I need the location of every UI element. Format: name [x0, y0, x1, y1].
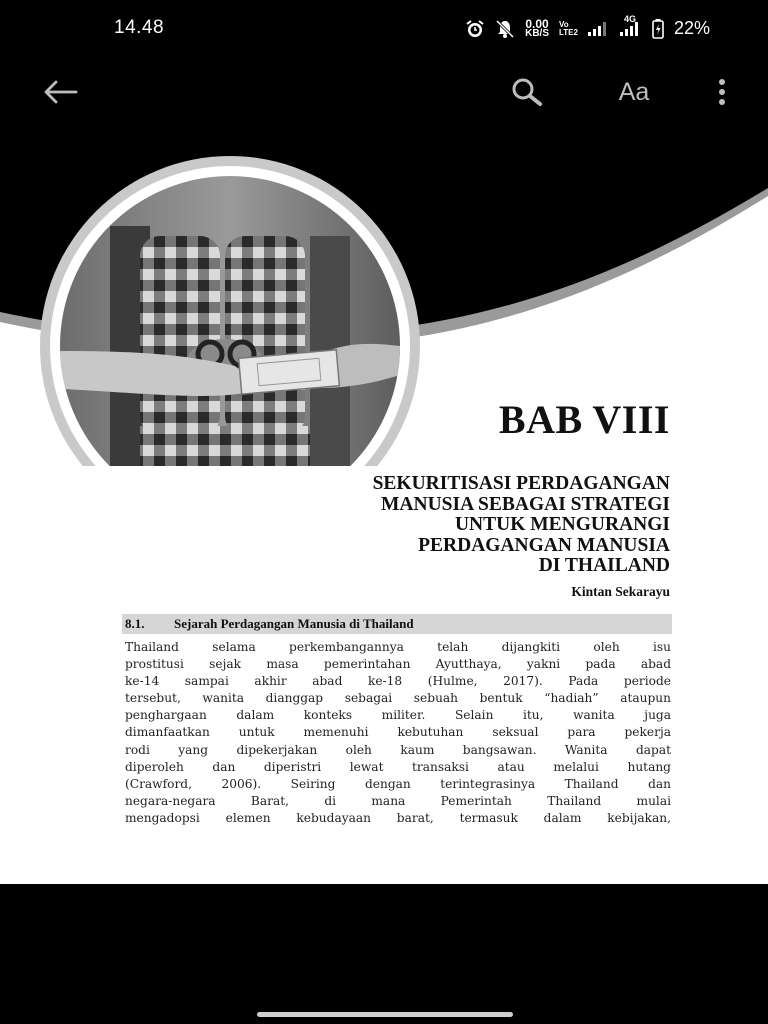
signal-icon-sim2 — [618, 13, 642, 36]
body-line: prostitusi sejak masa pemerintahan Ayutthaya, yakni pada abad — [125, 657, 671, 672]
battery-percentage: 22% — [673, 18, 710, 38]
volte-top: Vo — [559, 19, 569, 29]
more-options-button[interactable] — [708, 74, 736, 110]
section-number: 8.1. — [125, 616, 145, 631]
body-line: mengadopsi elemen kebudayaan barat, termasuk dalam kebijakan, — [125, 810, 671, 825]
body-line: Thailand selama perkembangannya telah dijangkiti oleh isu — [125, 640, 671, 654]
back-button[interactable] — [40, 74, 80, 110]
chapter-label: BAB VIII — [498, 397, 670, 442]
battery-icon — [652, 19, 664, 39]
chapter-title-line: MANUSIA SEBAGAI STRATEGI — [381, 493, 670, 515]
volte-indicator — [559, 21, 578, 37]
status-time: 14.48 — [114, 17, 165, 38]
network-speed-value: 0.00 — [525, 16, 549, 31]
section-heading — [122, 614, 672, 634]
chapter-title-line: SEKURITISASI PERDAGANGAN — [372, 473, 670, 494]
arrow-left-icon — [42, 80, 78, 104]
author-name: Kintan Sekarayu — [571, 584, 670, 599]
body-line: ke-14 sampai akhir abad ke-18 (Hulme, 2017). Pada periode — [125, 674, 671, 689]
gesture-navigation-bar[interactable] — [257, 1012, 513, 1017]
signal-icon-sim1 — [588, 22, 608, 36]
status-icons — [465, 13, 710, 39]
volte-bottom: LTE2 — [559, 27, 578, 37]
body-line: (Crawford, 2006). Seiring dengan terintegrasinya Thailand dan — [125, 776, 671, 791]
chapter-title-line: PERDAGANGAN MANUSIA — [418, 534, 670, 556]
reader-toolbar — [0, 58, 768, 126]
search-icon — [508, 77, 548, 107]
mute-bell-icon — [495, 19, 515, 39]
status-bar — [0, 0, 768, 58]
chapter-title — [190, 474, 670, 577]
alarm-icon — [465, 19, 485, 39]
network-speed-unit: KB/S — [525, 27, 549, 39]
search-button[interactable] — [508, 74, 548, 110]
chapter-title-line: DI THAILAND — [538, 555, 670, 576]
body-line: tersebut, wanita dianggap sebagai sebuah bentuk “hadiah” ataupun — [125, 691, 671, 706]
body-paragraph — [125, 639, 671, 827]
body-line: rodi yang dipekerjakan oleh kaum bangsawan. Wanita dapat — [125, 742, 671, 757]
network-type: 4G — [623, 13, 636, 24]
network-speed — [525, 16, 549, 39]
chapter-title-line: UNTUK MENGURANGI — [454, 514, 670, 535]
font-settings-button[interactable]: Aa — [618, 77, 650, 106]
more-vertical-icon — [717, 78, 727, 106]
document-page[interactable] — [0, 126, 768, 884]
body-line: dimanfaatkan untuk memenuhi kebutuhan seksual para pekerja — [125, 725, 671, 740]
body-line: diperoleh dan diperistri lewat transaksi atau melalui hutang — [125, 759, 671, 774]
body-line: penghargaan dalam konteks militer. Selain itu, wanita juga — [125, 708, 671, 723]
section-title: Sejarah Perdagangan Manusia di Thailand — [174, 616, 414, 631]
body-line: negara-negara Barat, di mana Pemerintah Thailand mulai — [125, 793, 671, 808]
